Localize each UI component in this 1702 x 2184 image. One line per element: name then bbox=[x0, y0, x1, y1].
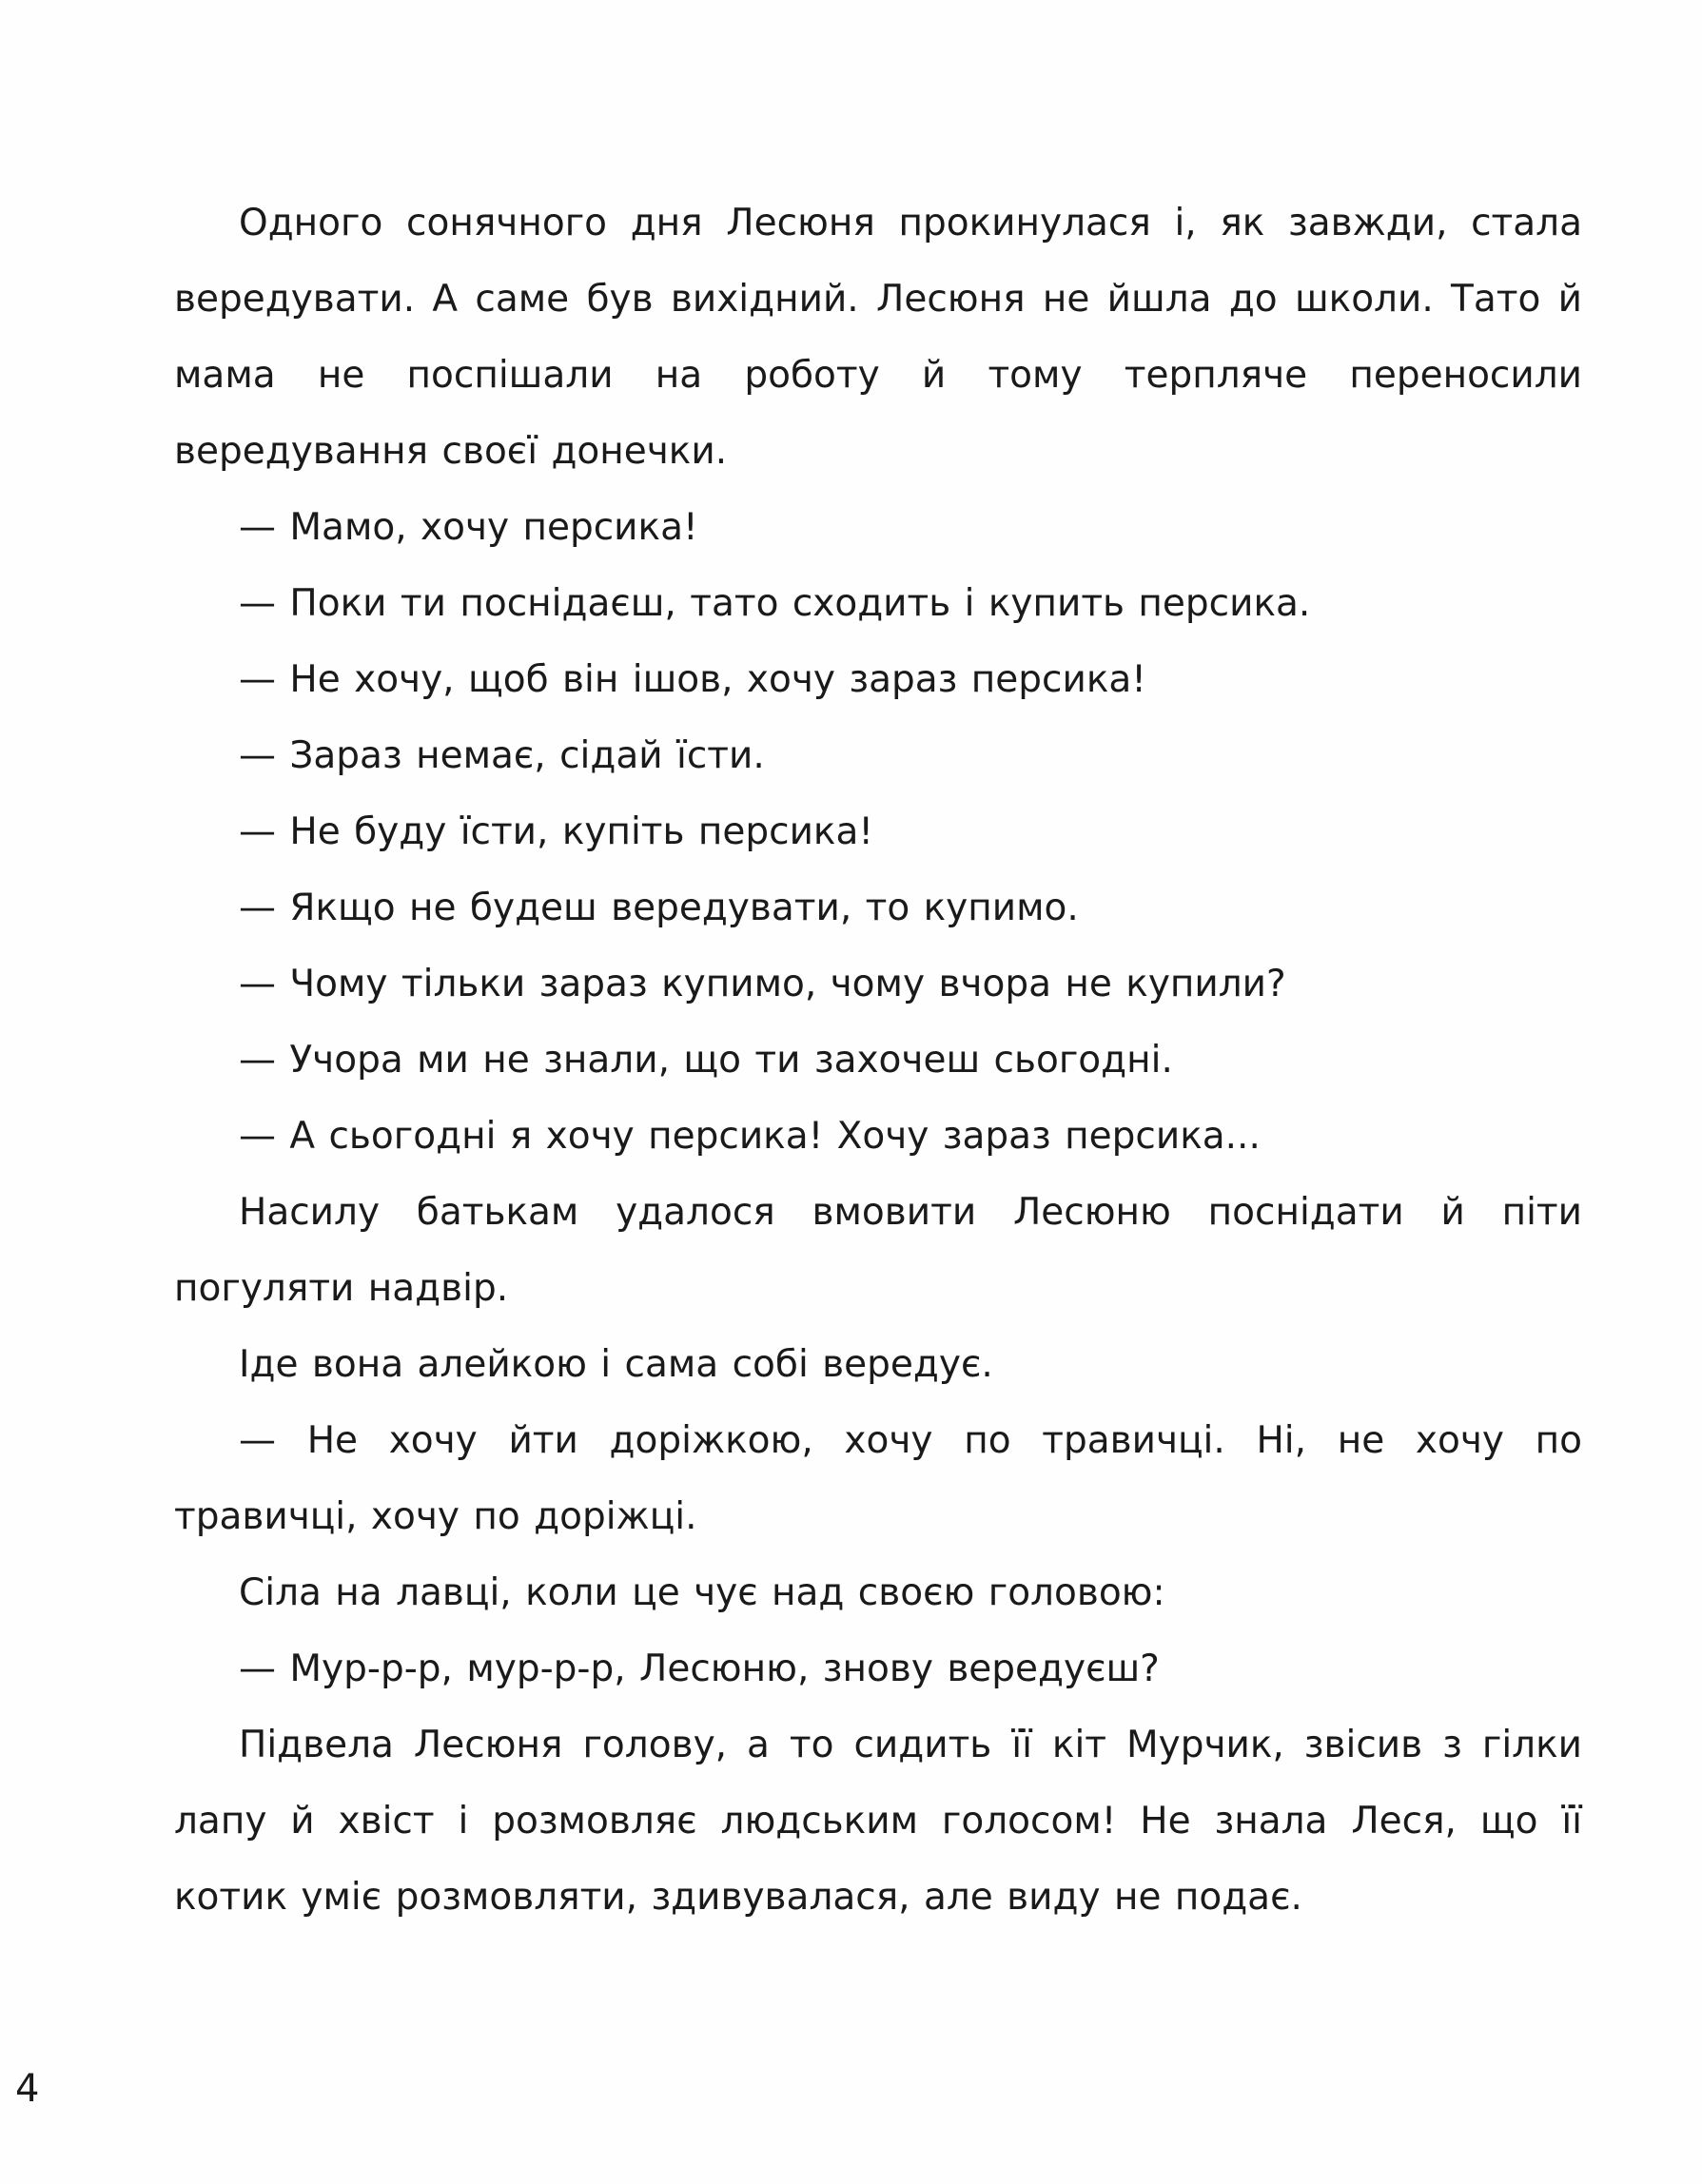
paragraph-3: — Поки ти поснідаєш, тато сходить і купить персика. bbox=[239, 582, 1311, 625]
paragraph-5: — Зараз немає, сідай їсти. bbox=[239, 734, 765, 777]
paragraph-2: — Мамо, хочу персика! bbox=[239, 506, 698, 549]
paragraph-11: Насилу батькам удалося вмовити Лесюню поснідати й піти погуляти надвір. bbox=[174, 1191, 1582, 1310]
paragraph-7: — Якщо не будеш вередувати, то купимо. bbox=[239, 887, 1079, 929]
paragraph-12: Іде вона алейкою і сама собі вередує. bbox=[239, 1343, 993, 1386]
paragraph-15: — Мур-р-р, мур-р-р, Лесюню, знову вередуєш? bbox=[239, 1648, 1160, 1690]
paragraph-13: — Не хочу йти доріжкою, хочу по травичці. Ні, не хочу по травичці, хочу по доріжці. bbox=[174, 1419, 1582, 1538]
paragraph-14: Сіла на лавці, коли це чує над своєю головою: bbox=[239, 1571, 1165, 1614]
paragraph-16: Підвела Лесюня голову, а то сидить її кіт Мурчик, звісив з гілки лапу й хвіст і розмовляє людським голосом! Не знала Леся, що її котик уміє розмовляти, здивувалася, але виду не подає. bbox=[174, 1724, 1582, 1919]
story-text bbox=[174, 185, 1582, 1936]
paragraph-1: Одного сонячного дня Лесюня прокинулася і, як завжди, стала вередувати. А саме був вихідний. Лесюня не йшла до школи. Тато й мама не поспішали на роботу й тому терпляче переносили вередування своєї донечки. bbox=[174, 202, 1582, 473]
paragraph-4: — Не хочу, щоб він ішов, хочу зараз персика! bbox=[239, 658, 1146, 701]
page-number: 4 bbox=[15, 2067, 40, 2111]
paragraph-8: — Чому тільки зараз купимо, чому вчора не купили? bbox=[239, 963, 1286, 1005]
paragraph-10: — А сьогодні я хочу персика! Хочу зараз персика... bbox=[239, 1115, 1261, 1158]
paragraph-9: — Учора ми не знали, що ти захочеш сьогодні. bbox=[239, 1039, 1173, 1082]
paragraph-6: — Не буду їсти, купіть персика! bbox=[239, 810, 874, 853]
